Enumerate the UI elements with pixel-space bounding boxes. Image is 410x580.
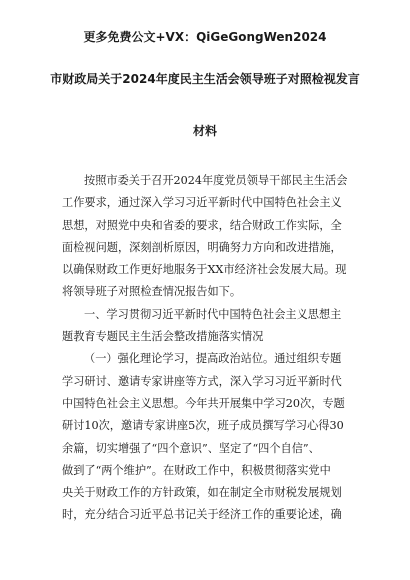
- body-line: 题教育专题民主生活会整改措施落实情况: [62, 330, 264, 344]
- body-line: 工作要求，通过深入学习习近平新时代中国特色社会主义: [62, 196, 342, 210]
- document-body: [62, 170, 352, 527]
- document-title-line2: 材料: [192, 124, 217, 138]
- body-line: 面检视问题，深刻剖析原因，明确努力方向和改进措施，: [62, 240, 342, 254]
- body-line: 余篇，切实增强了“四个意识”、坚定了“四个自信”、: [62, 441, 320, 455]
- body-line: 思想，对照党中央和省委的要求，结合财政工作实际，全: [62, 218, 342, 232]
- body-line: 一、学习贯彻习近平新时代中国特色社会主义思想主: [84, 307, 342, 321]
- body-line: 学习研讨、邀请专家讲座等方式，深入学习习近平新时代: [62, 374, 342, 388]
- body-line: 做到了“两个维护”。在财政工作中，积极贯彻落实党中: [62, 463, 331, 477]
- body-line: 中国特色社会主义思想。今年共开展集中学习20次，专题: [62, 396, 345, 410]
- body-line: 按照市委关于召开2024年度党员领导干部民主生活会: [84, 174, 348, 187]
- body-line: 时，充分结合习近平总书记关于经济工作的重要论述，确: [62, 508, 342, 522]
- document-title-line1: 市财政局关于2024年度民主生活会领导班子对照检视发言: [50, 72, 360, 86]
- body-line: 研讨10次，邀请专家讲座5次，班子成员撰写学习心得30: [62, 419, 344, 433]
- body-line: 以确保财政工作更好地服务于XX市经济社会发展大局。现: [62, 263, 347, 277]
- body-line: 央关于财政工作的方针政策，如在制定全市财税发展规划: [62, 486, 342, 500]
- page-header: 更多免费公文+VX：QiGeGongWen2024: [83, 30, 327, 44]
- body-line: （一）强化理论学习，提高政治站位。通过组织专题: [84, 352, 342, 366]
- body-line: 将领导班子对照检查情况报告如下。: [62, 285, 242, 299]
